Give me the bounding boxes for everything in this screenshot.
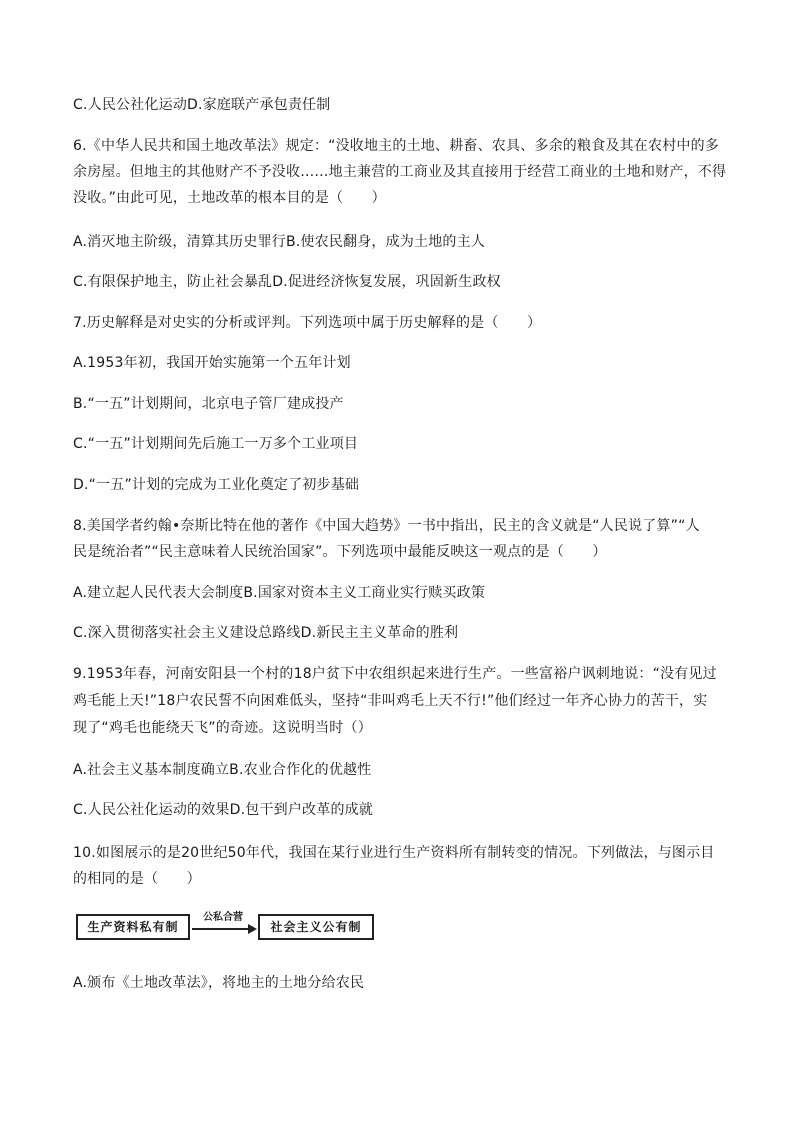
ownership-transition-diagram — [76, 912, 376, 946]
q6-stem-line-1: 6.《中华人民共和国土地改革法》规定：“没收地主的土地、耕畜、农具、多余的粮食及其在农村中的多 — [73, 138, 720, 154]
q9-stem-line-1: 9.1953年春，河南安阳县一个村的18户贫下中农组织起来进行生产。一些富裕户讽刺地说：“没有见过 — [73, 666, 717, 682]
q9-options-ab: A.社会主义基本制度确立B.农业合作化的优越性 — [73, 762, 372, 778]
q6-options-cd: C.有限保护地主，防止社会暴乱D.促进经济恢复发展，巩固新生政权 — [73, 274, 501, 290]
transition-arrow — [190, 912, 258, 942]
q8-stem-line-1: 8.美国学者约翰•奈斯比特在他的著作《中国大趋势》一书中指出，民主的含义就是“人民说了算”“人 — [73, 518, 700, 534]
arrow-label: 公私合营 — [203, 912, 243, 923]
q9-stem-line-3: 现了“鸡毛也能绕天飞”的奇迹。这说明当时（） — [73, 720, 372, 736]
q10-stem-line-2: 的相同的是（ ） — [73, 871, 201, 887]
q10-option-a: A.颁布《土地改革法》，将地主的土地分给农民 — [73, 975, 365, 991]
q7-option-b: B.“一五”计划期间，北京电子管厂建成投产 — [73, 396, 344, 412]
q9-stem-line-2: 鸡毛能上天!”18户农民誓不向困难低头，坚持“非叫鸡毛上天不行!”他们经过一年齐心协力的苦干，实 — [73, 693, 708, 709]
q7-stem: 7.历史解释是对史实的分析或评判。下列选项中属于历史解释的是（ ） — [73, 315, 542, 331]
private-ownership-box: 生产资料私有制 — [76, 914, 190, 940]
q5-options-cd: C.人民公社化运动D.家庭联产承包责任制 — [73, 97, 331, 113]
q6-stem-line-3: 没收。”由此可见，土地改革的根本目的是（ ） — [73, 190, 386, 206]
q8-options-ab: A.建立起人民代表大会制度B.国家对资本主义工商业实行赎买政策 — [73, 585, 486, 601]
q10-stem-line-1: 10.如图展示的是20世纪50年代，我国在某行业进行生产资料所有制转变的情况。下列做法，与图示目 — [73, 845, 715, 861]
q9-options-cd: C.人民公社化运动的效果D.包干到户改革的成就 — [73, 802, 374, 818]
q6-stem-line-2: 余房屋。但地主的其他财产不予没收……地主兼营的工商业及其直接用于经营工商业的土地和财产，不得 — [73, 164, 727, 180]
q6-options-ab: A.消灭地主阶级，清算其历史罪行B.使农民翻身，成为土地的主人 — [73, 234, 486, 250]
q7-option-d: D.“一五”计划的完成为工业化奠定了初步基础 — [73, 477, 360, 493]
q8-stem-line-2: 民是统治者”“民主意味着人民统治国家”。下列选项中最能反映这一观点的是（ ） — [73, 544, 607, 560]
q8-options-cd: C.深入贯彻落实社会主义建设总路线D.新民主主义革命的胜利 — [73, 625, 459, 641]
q7-option-c: C.“一五”计划期间先后施工一万多个工业项目 — [73, 436, 359, 452]
q7-option-a: A.1953年初，我国开始实施第一个五年计划 — [73, 355, 351, 371]
public-ownership-box: 社会主义公有制 — [258, 914, 374, 940]
arrow-right-icon — [190, 912, 258, 942]
